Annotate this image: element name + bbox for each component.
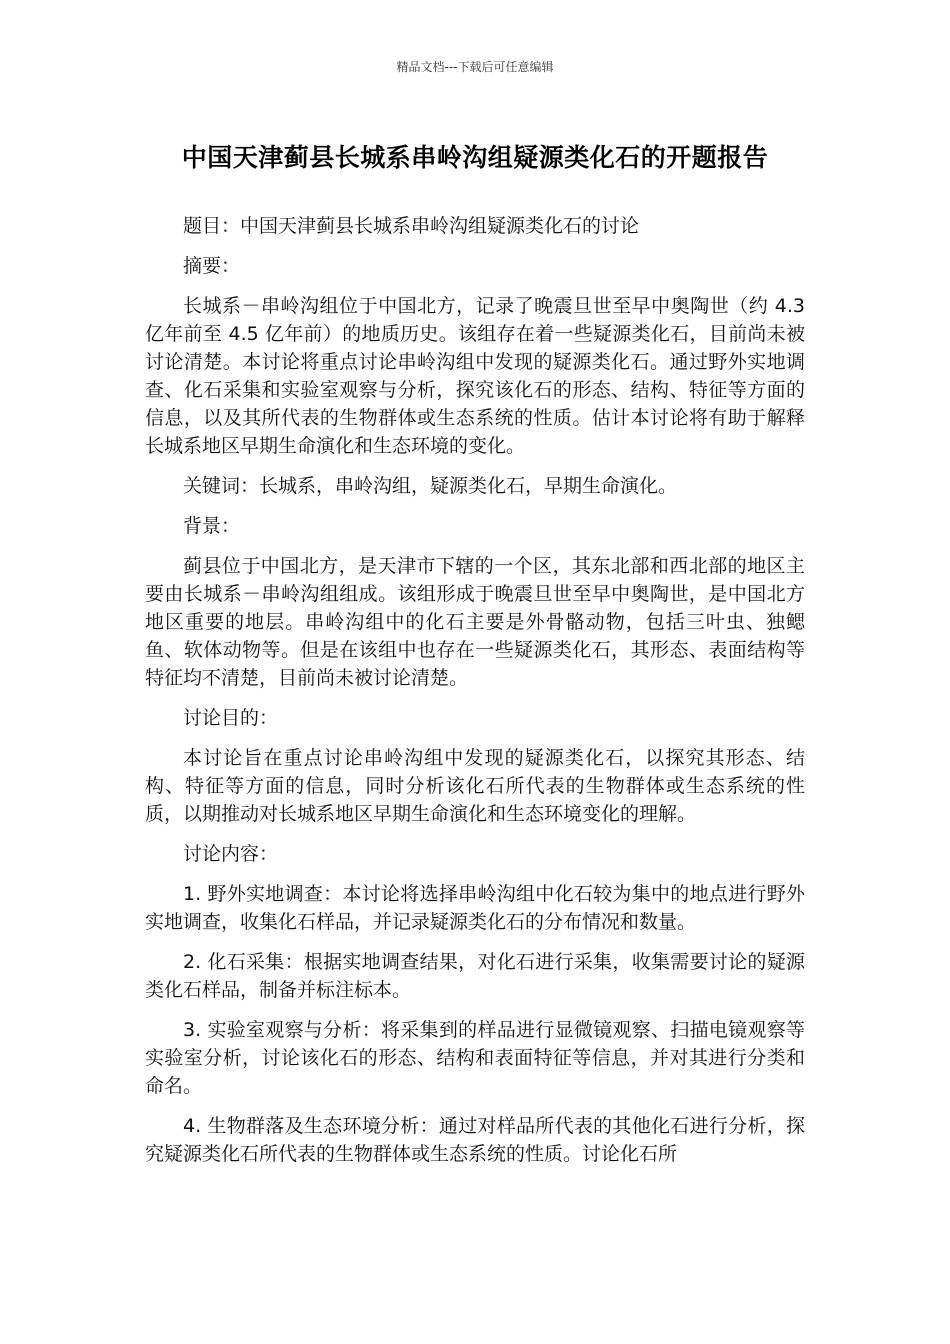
paragraph-background: 蓟县位于中国北方，是天津市下辖的一个区，其东北部和西北部的地区主要由长城系－串岭沟组组成。该组形成于晚震旦世至早中奥陶世，是中国北方地区重要的地层。串岭沟组中的化石主要是外骨骼动物，包括三叶虫、独鳃鱼、软体动物等。但是在该组中也存在一些疑源类化石，其形态、表面结构等特征均不清楚，目前尚未被讨论清楚。 (145, 555, 805, 689)
paragraph-background-heading: 背景： (183, 515, 241, 537)
paragraph-abstract-heading: 摘要： (183, 255, 241, 277)
paragraph-content-item-2: 2. 化石采集：根据实地调查结果，对化石进行采集，收集需要讨论的疑源类化石样品，制备并标注标本。 (145, 951, 805, 1001)
paragraph-content-heading: 讨论内容： (183, 843, 279, 865)
paragraph-abstract: 长城系－串岭沟组位于中国北方，记录了晚震旦世至早中奥陶世（约 4.3 亿年前至 4.5 亿年前）的地质历史。该组存在着一些疑源类化石，目前尚未被讨论清楚。本讨论将重点讨论串岭沟组中发现的疑源类化石。通过野外实地调查、化石采集和实验室观察与分析，探究该化石的形态、结构、特征等方面的信息，以及其所代表的生物群体或生态系统的性质。估计本讨论将有助于解释长城系地区早期生命演化和生态环境的变化。 (145, 295, 805, 457)
paragraph-keywords: 关键词：长城系，串岭沟组，疑源类化石，早期生命演化。 (183, 475, 678, 497)
paragraph-topic: 题目：中国天津蓟县长城系串岭沟组疑源类化石的讨论 (183, 215, 640, 237)
paragraph-content-item-3: 3. 实验室观察与分析：将采集到的样品进行显微镜观察、扫描电镜观察等实验室分析，讨论该化石的形态、结构和表面特征等信息，并对其进行分类和命名。 (145, 1019, 805, 1097)
document-title: 中国天津蓟县长城系串岭沟组疑源类化石的开题报告 (181, 143, 769, 172)
paragraph-purpose: 本讨论旨在重点讨论串岭沟组中发现的疑源类化石，以探究其形态、结构、特征等方面的信息，同时分析该化石所代表的生物群体或生态系统的性质，以期推动对长城系地区早期生命演化和生态环境变化的理解。 (145, 747, 805, 825)
header-note: 精品文档---下载后可任意编辑 (396, 60, 554, 74)
paragraph-content-item-1: 1. 野外实地调查：本讨论将选择串岭沟组中化石较为集中的地点进行野外实地调查，收集化石样品，并记录疑源类化石的分布情况和数量。 (145, 883, 805, 933)
paragraph-content-item-4: 4. 生物群落及生态环境分析：通过对样品所代表的其他化石进行分析，探究疑源类化石所代表的生物群体或生态系统的性质。讨论化石所 (145, 1115, 805, 1165)
document-body (145, 212, 805, 1180)
paragraph-purpose-heading: 讨论目的： (183, 707, 279, 729)
